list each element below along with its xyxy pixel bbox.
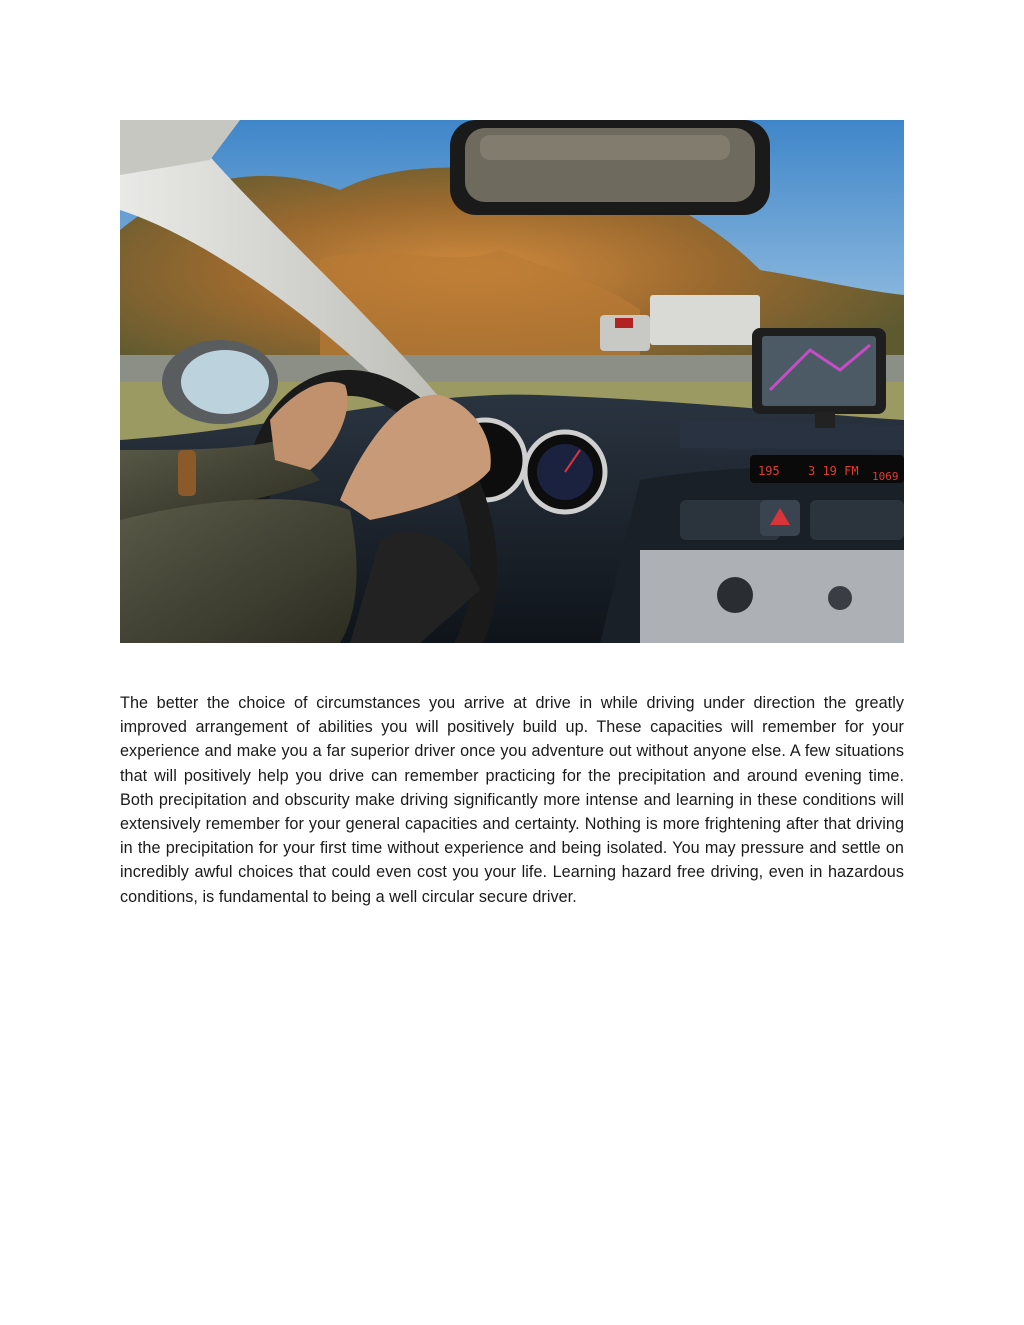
right-arm-sleeve: [120, 499, 357, 643]
radio-mode-display: 3 19 FM: [808, 464, 859, 478]
clock-display: 195: [758, 464, 780, 478]
air-vent-right: [810, 500, 904, 540]
volume-knob: [717, 577, 753, 613]
dash-top: [680, 420, 904, 450]
car-interior-illustration: [120, 120, 904, 643]
bracelet: [178, 450, 196, 496]
body-paragraph: The better the choice of circumstances you arrive at drive in while driving under direction the greatly improved arrangement of abilities you will positively build up. These capacities will remember for your experience and make you a far superior driver once you adventure out without anyone else. A few situations that will positively help you drive can remember practicing for the precipitation and around evening time. Both precipitation and obscurity make driving significantly more intense and learning in these conditions will extensively remember for your general capacities and certainty. Nothing is more frightening after that driving in the precipitation for your first time without experience and being isolated. You may pressure and settle on incredibly awful choices that could even cost you your life. Learning hazard free driving, even in hazardous conditions, is fundamental to being a well circular secure driver.: [120, 694, 904, 906]
side-mirror-glass: [181, 350, 269, 414]
gps-screen: [762, 336, 876, 406]
radio-panel: [640, 550, 904, 643]
car-interior-photo: [120, 120, 904, 643]
distant-truck: [650, 295, 760, 345]
radio-frequency-display: 1069: [872, 470, 899, 483]
truck-detail: [615, 318, 633, 328]
